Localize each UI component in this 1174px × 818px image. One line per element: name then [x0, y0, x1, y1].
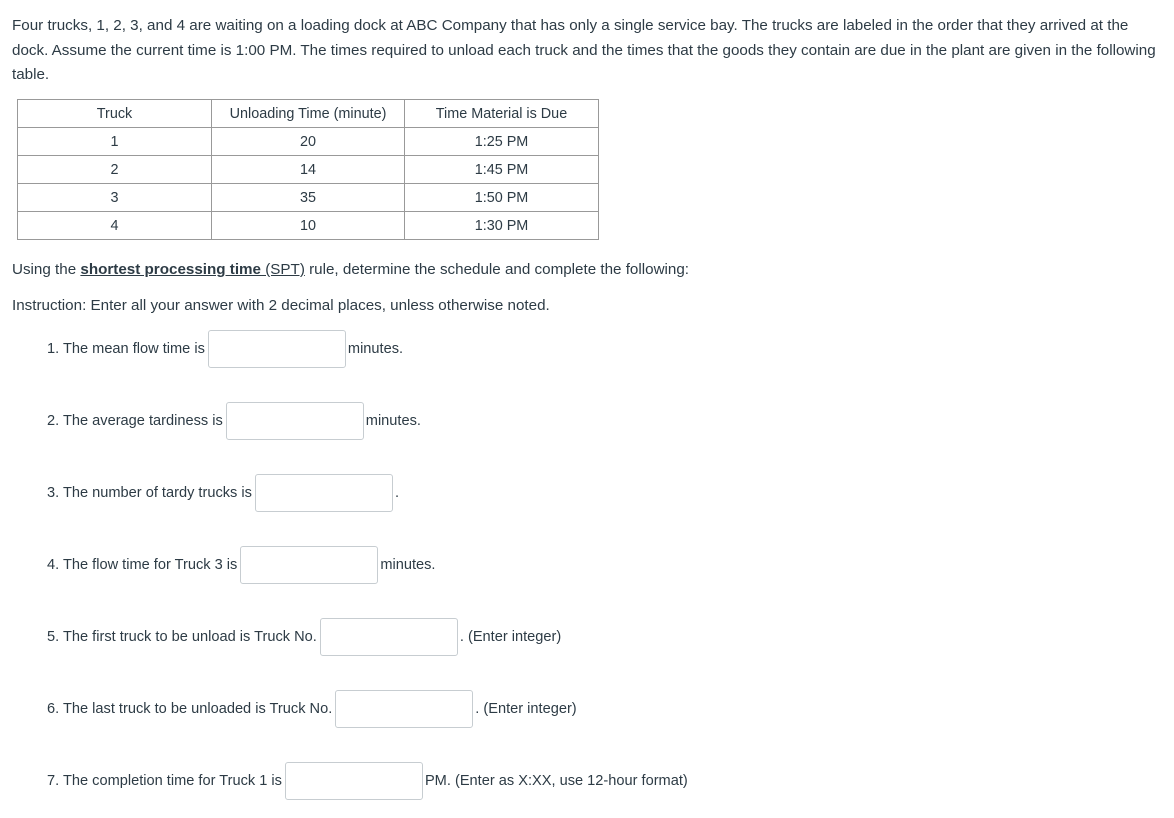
question-label: 4. The flow time for Truck 3 is [47, 557, 238, 573]
instruction-text: Instruction: Enter all your answer with 2 decimal places, unless otherwise noted. [12, 297, 550, 314]
cell-truck: 4 [18, 212, 212, 240]
table-row [18, 128, 599, 156]
cell-truck: 1 [18, 128, 212, 156]
cell-time-due: 1:30 PM [405, 212, 599, 240]
first-truck-input[interactable] [320, 618, 458, 656]
question-suffix: . [394, 485, 400, 501]
spt-abbrev: (SPT) [261, 261, 305, 278]
cell-unloading-time: 14 [212, 156, 405, 184]
cell-truck: 2 [18, 156, 212, 184]
table-row [18, 184, 599, 212]
question-suffix: PM. (Enter as X:XX, use 12-hour format) [424, 773, 688, 789]
question-5 [47, 618, 561, 656]
question-label: 5. The first truck to be unload is Truck No. [47, 629, 317, 645]
cell-time-due: 1:25 PM [405, 128, 599, 156]
header-unloading-time: Unloading Time (minute) [212, 100, 405, 128]
truck1-completion-time-input[interactable] [285, 762, 423, 800]
question-1 [47, 330, 403, 368]
table-row [18, 212, 599, 240]
question-6 [47, 690, 577, 728]
question-4 [47, 546, 435, 584]
rule-suffix: rule, determine the schedule and complete the following: [304, 261, 690, 278]
truck3-flow-time-input[interactable] [240, 546, 378, 584]
problem-statement: Four trucks, 1, 2, 3, and 4 are waiting on a loading dock at ABC Company that has only a single service bay. The trucks are labeled in the order that they arrived at the dock. Assume the current time is 1:00 PM. The times required to unload each truck and the times that the goods they contain are due in the plant are given in the following table. [12, 17, 1156, 83]
question-label: 7. The completion time for Truck 1 is [47, 773, 282, 789]
question-2 [47, 402, 421, 440]
question-suffix: . (Enter integer) [475, 701, 577, 717]
mean-flow-time-input[interactable] [208, 330, 346, 368]
question-suffix: minutes. [365, 413, 421, 429]
cell-truck: 3 [18, 184, 212, 212]
question-3 [47, 474, 399, 512]
rule-sentence [12, 259, 689, 281]
cell-unloading-time: 10 [212, 212, 405, 240]
cell-time-due: 1:50 PM [405, 184, 599, 212]
question-label: 2. The average tardiness is [47, 413, 223, 429]
spt-link[interactable]: shortest processing time [80, 261, 262, 278]
question-7 [47, 762, 688, 800]
question-suffix: minutes. [380, 557, 436, 573]
table-row [18, 156, 599, 184]
tardy-trucks-input[interactable] [255, 474, 393, 512]
question-label: 1. The mean flow time is [47, 341, 205, 357]
truck-table [17, 99, 599, 240]
last-truck-input[interactable] [335, 690, 473, 728]
question-label: 6. The last truck to be unloaded is Truck No. [47, 701, 333, 717]
question-suffix: . (Enter integer) [459, 629, 562, 645]
cell-unloading-time: 20 [212, 128, 405, 156]
header-time-due: Time Material is Due [405, 100, 599, 128]
table-header-row [18, 100, 599, 128]
question-suffix: minutes. [347, 341, 404, 357]
average-tardiness-input[interactable] [226, 402, 364, 440]
header-truck: Truck [18, 100, 212, 128]
rule-prefix: Using the [12, 261, 81, 278]
cell-unloading-time: 35 [212, 184, 405, 212]
question-label: 3. The number of tardy trucks is [47, 485, 252, 501]
cell-time-due: 1:45 PM [405, 156, 599, 184]
